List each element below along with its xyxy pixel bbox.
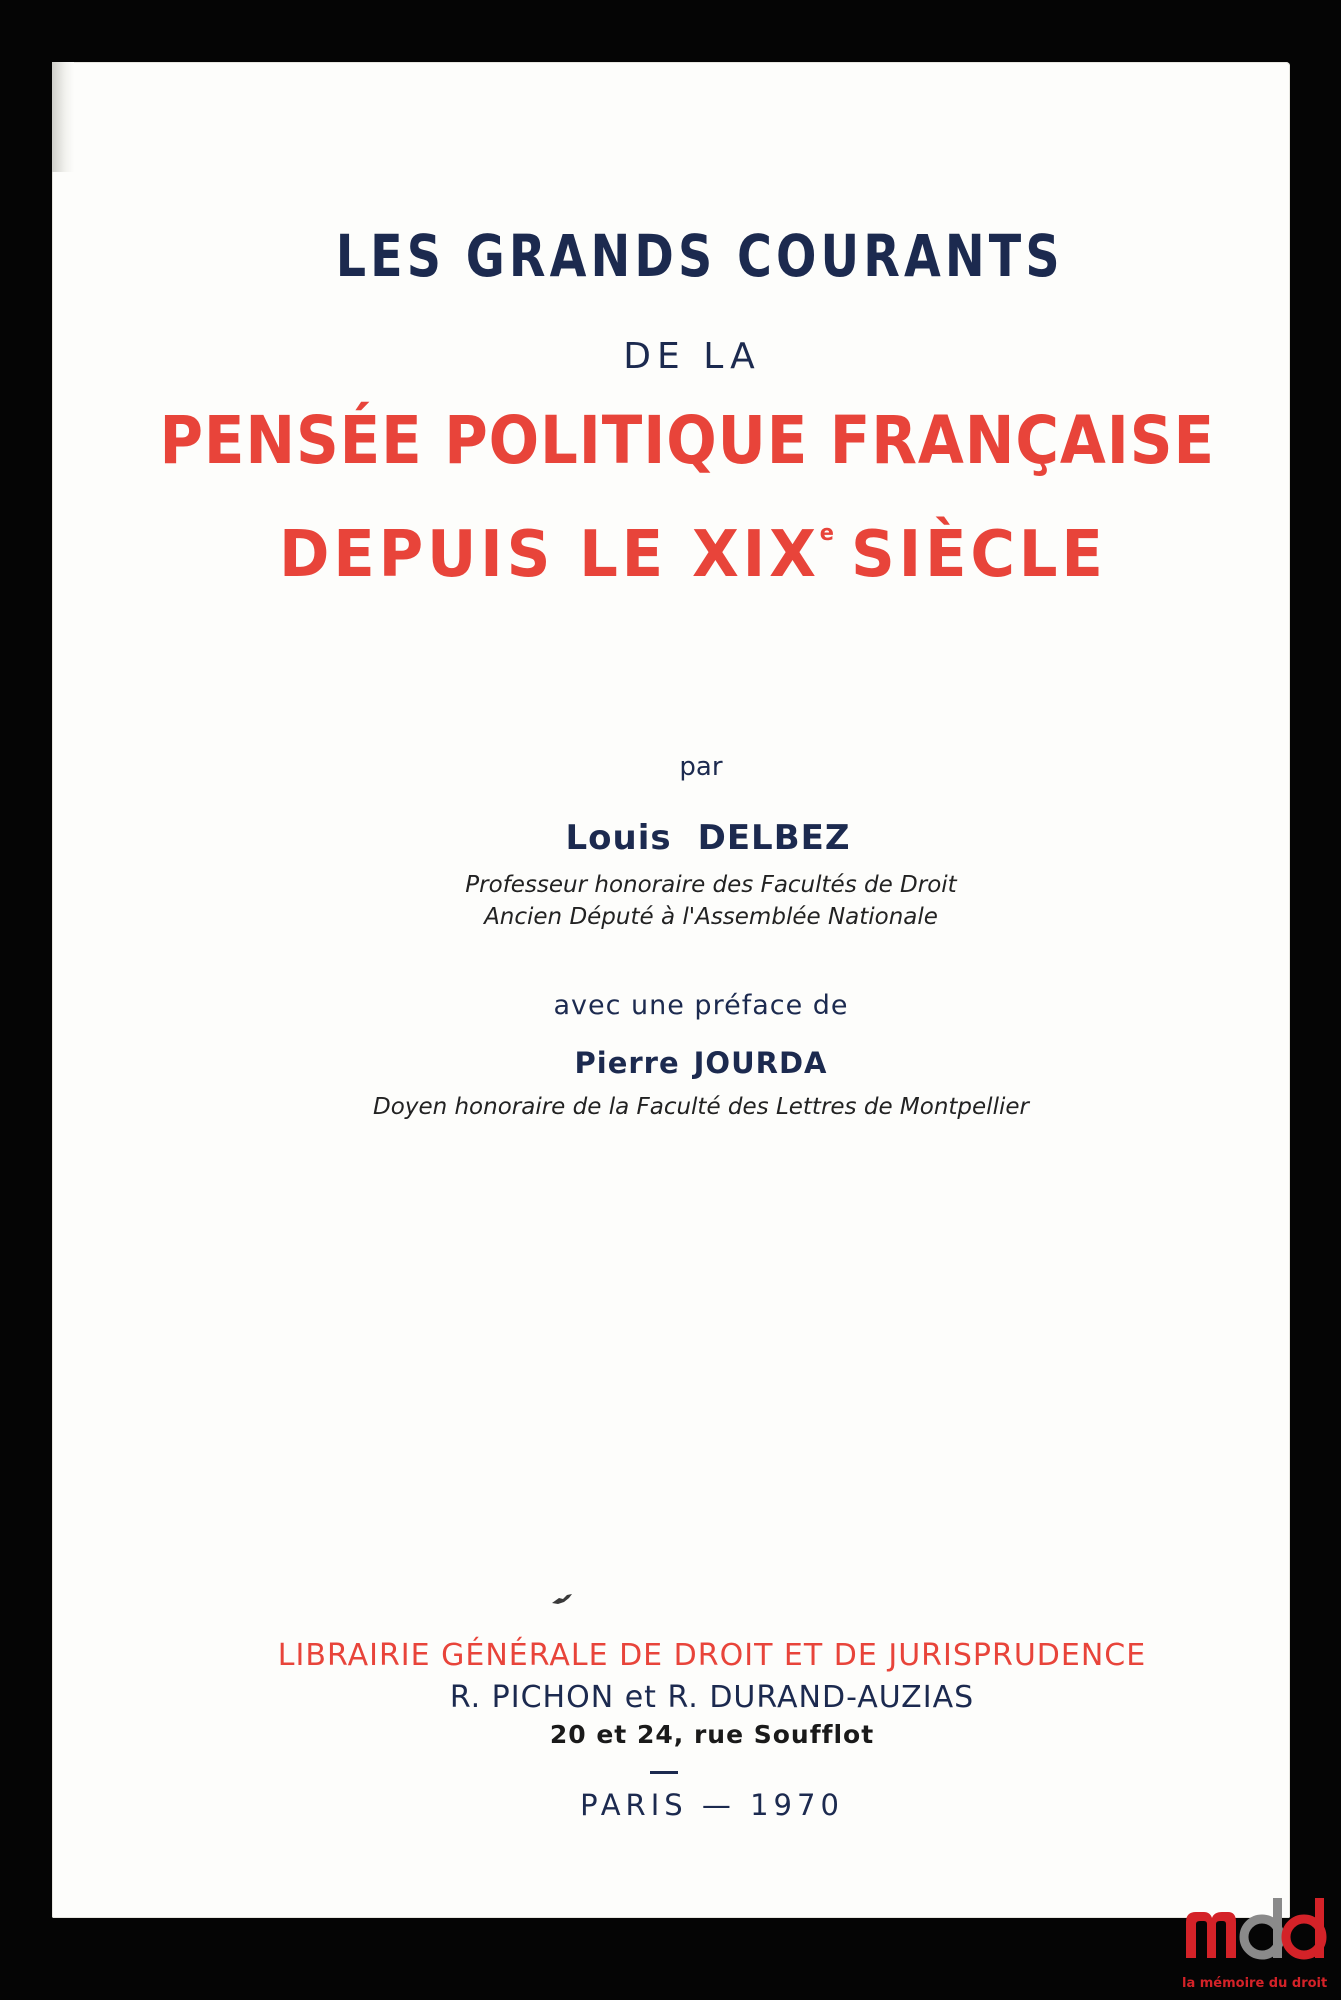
title-line-3: PENSÉE POLITIQUE FRANÇAISE bbox=[159, 402, 1215, 479]
publication-place-year: PARIS — 1970 bbox=[580, 1788, 844, 1822]
preface-intro: avec une préface de bbox=[553, 990, 849, 1021]
title-line-4 bbox=[83, 518, 1259, 592]
ink-speck bbox=[550, 1592, 574, 1606]
author-name bbox=[52, 818, 1290, 858]
author-affiliation-1: Professeur honoraire des Facultés de Droit bbox=[465, 872, 957, 898]
title-line-1: LES GRANDS COURANTS bbox=[335, 222, 1064, 290]
preface-author-surname: JOURDA bbox=[693, 1046, 828, 1080]
watermark-caption: la mémoire du droit bbox=[1182, 1976, 1328, 1991]
watermark-logo bbox=[1182, 1892, 1332, 1996]
publisher-owners: R. PICHON et R. DURAND-AUZIAS bbox=[449, 1680, 975, 1715]
title-line-2: DE LA bbox=[623, 336, 761, 377]
preface-author-given-name: Pierre bbox=[574, 1046, 680, 1080]
title-superscript: e bbox=[819, 521, 834, 546]
title-line-4-end: SIÈCLE bbox=[851, 518, 1107, 592]
title-line-4-start: DEPUIS LE XIX bbox=[279, 518, 820, 592]
separator-dash bbox=[650, 1771, 678, 1774]
cover-spine-edge bbox=[52, 62, 74, 172]
by-label: par bbox=[679, 752, 723, 782]
publisher-name: LIBRAIRIE GÉNÉRALE DE DROIT ET DE JURISPRUDENCE bbox=[277, 1638, 1147, 1673]
author-affiliation-2: Ancien Député à l'Assemblée Nationale bbox=[484, 904, 938, 930]
mdd-logo-icon bbox=[1182, 1892, 1332, 1962]
author-given-name: Louis bbox=[565, 818, 672, 858]
publisher-address: 20 et 24, rue Soufflot bbox=[549, 1720, 875, 1749]
author-surname: DELBEZ bbox=[697, 818, 851, 858]
preface-author-name bbox=[52, 1046, 1290, 1080]
preface-author-affiliation: Doyen honoraire de la Faculté des Lettres de Montpellier bbox=[373, 1094, 1029, 1120]
